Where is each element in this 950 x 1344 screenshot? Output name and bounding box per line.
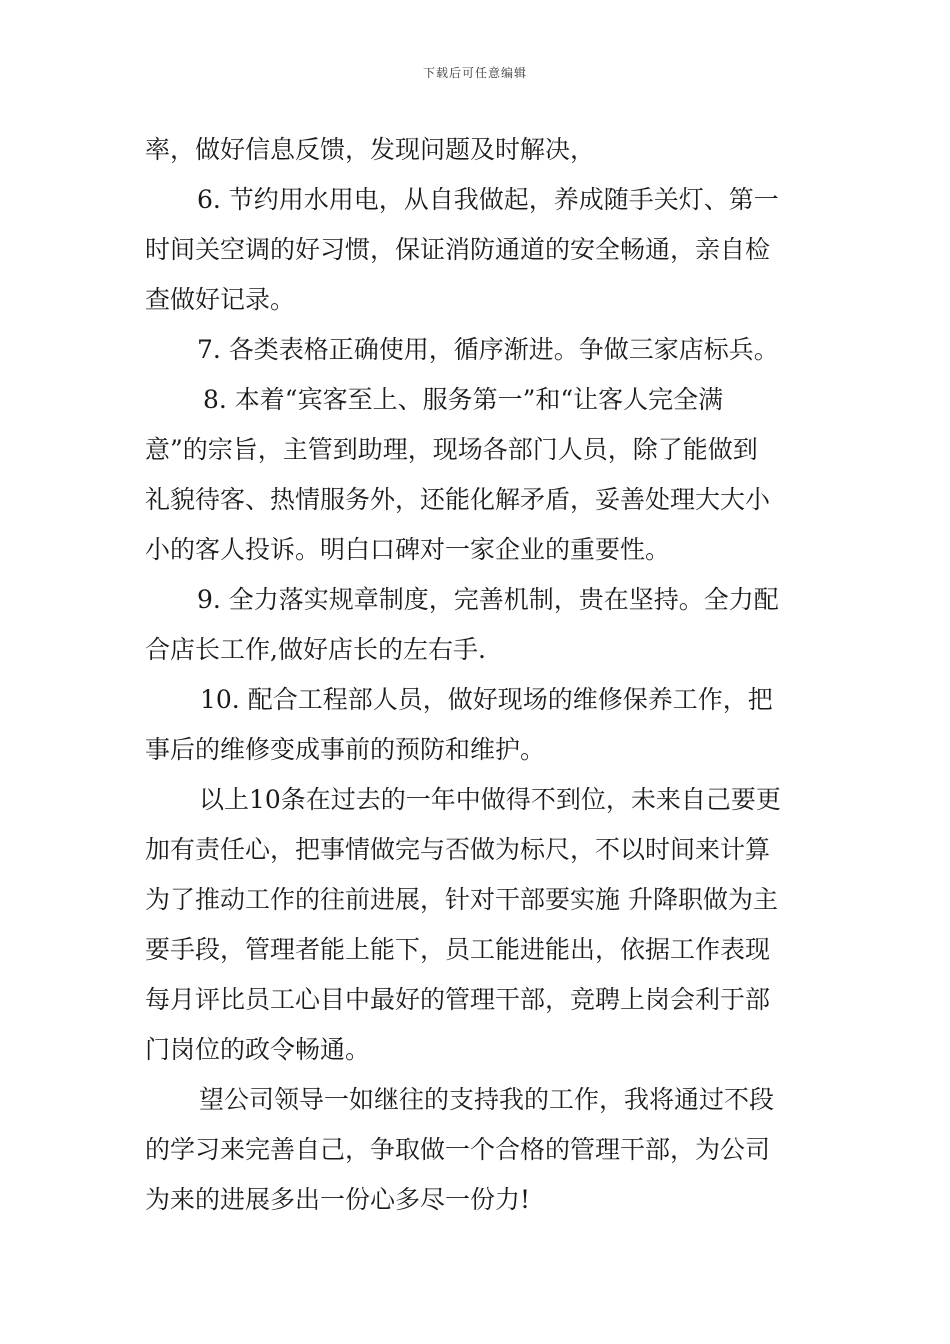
document-body <box>145 125 810 1225</box>
text-line: 事后的维修变成事前的预防和维护。 <box>145 735 546 764</box>
text-line: 合店长工作,做好店长的左右手. <box>145 635 486 664</box>
paragraph-start: 以上10条在过去的一年中做得不到位，未来自己要更 <box>199 785 781 814</box>
text-line: 的学习来完善自己，争取做一个合格的管理干部，为公司 <box>145 1135 771 1164</box>
paragraph-start: 望公司领导一如继往的支持我的工作，我将通过不段 <box>199 1085 775 1114</box>
text-line: 小的客人投诉。明白口碑对一家企业的重要性。 <box>145 535 671 564</box>
text-line: 礼貌待客、热情服务外，还能化解矛盾，妥善处理大大小 <box>145 485 771 514</box>
list-item-7: 7. 各类表格正确使用，循序渐进。争做三家店标兵。 <box>197 335 779 364</box>
text-line: 率，做好信息反馈，发现问题及时解决， <box>145 135 596 164</box>
text-line: 每月评比员工心目中最好的管理干部，竞聘上岗会利于部 <box>145 985 771 1014</box>
list-item-8: 8. 本着“宾客至上、服务第一”和“让客人完全满 <box>203 385 724 414</box>
text-line: 要手段，管理者能上能下，员工能进能出，依据工作表现 <box>145 935 771 964</box>
list-item-10: 10. 配合工程部人员，做好现场的维修保养工作，把 <box>200 685 773 714</box>
text-line: 为了推动工作的往前进展，针对干部要实施 升降职做为主 <box>145 885 778 914</box>
list-item-9: 9. 全力落实规章制度，完善机制，贵在坚持。全力配 <box>197 585 779 614</box>
text-line: 意”的宗旨，主管到助理，现场各部门人员，除了能做到 <box>145 435 758 464</box>
text-line: 门岗位的政令畅通。 <box>145 1035 371 1064</box>
text-line: 时间关空调的好习惯，保证消防通道的安全畅通，亲自检 <box>145 235 771 264</box>
text-line: 查做好记录。 <box>145 285 296 314</box>
list-item-6: 6. 节约用水用电，从自我做起，养成随手关灯、第一 <box>197 185 779 214</box>
text-line: 为来的进展多出一份心多尽一份力! <box>145 1185 531 1214</box>
page-header: 下载后可任意编辑 <box>422 66 527 80</box>
text-line: 加有责任心，把事情做完与否做为标尺，不以时间来计算 <box>145 835 771 864</box>
